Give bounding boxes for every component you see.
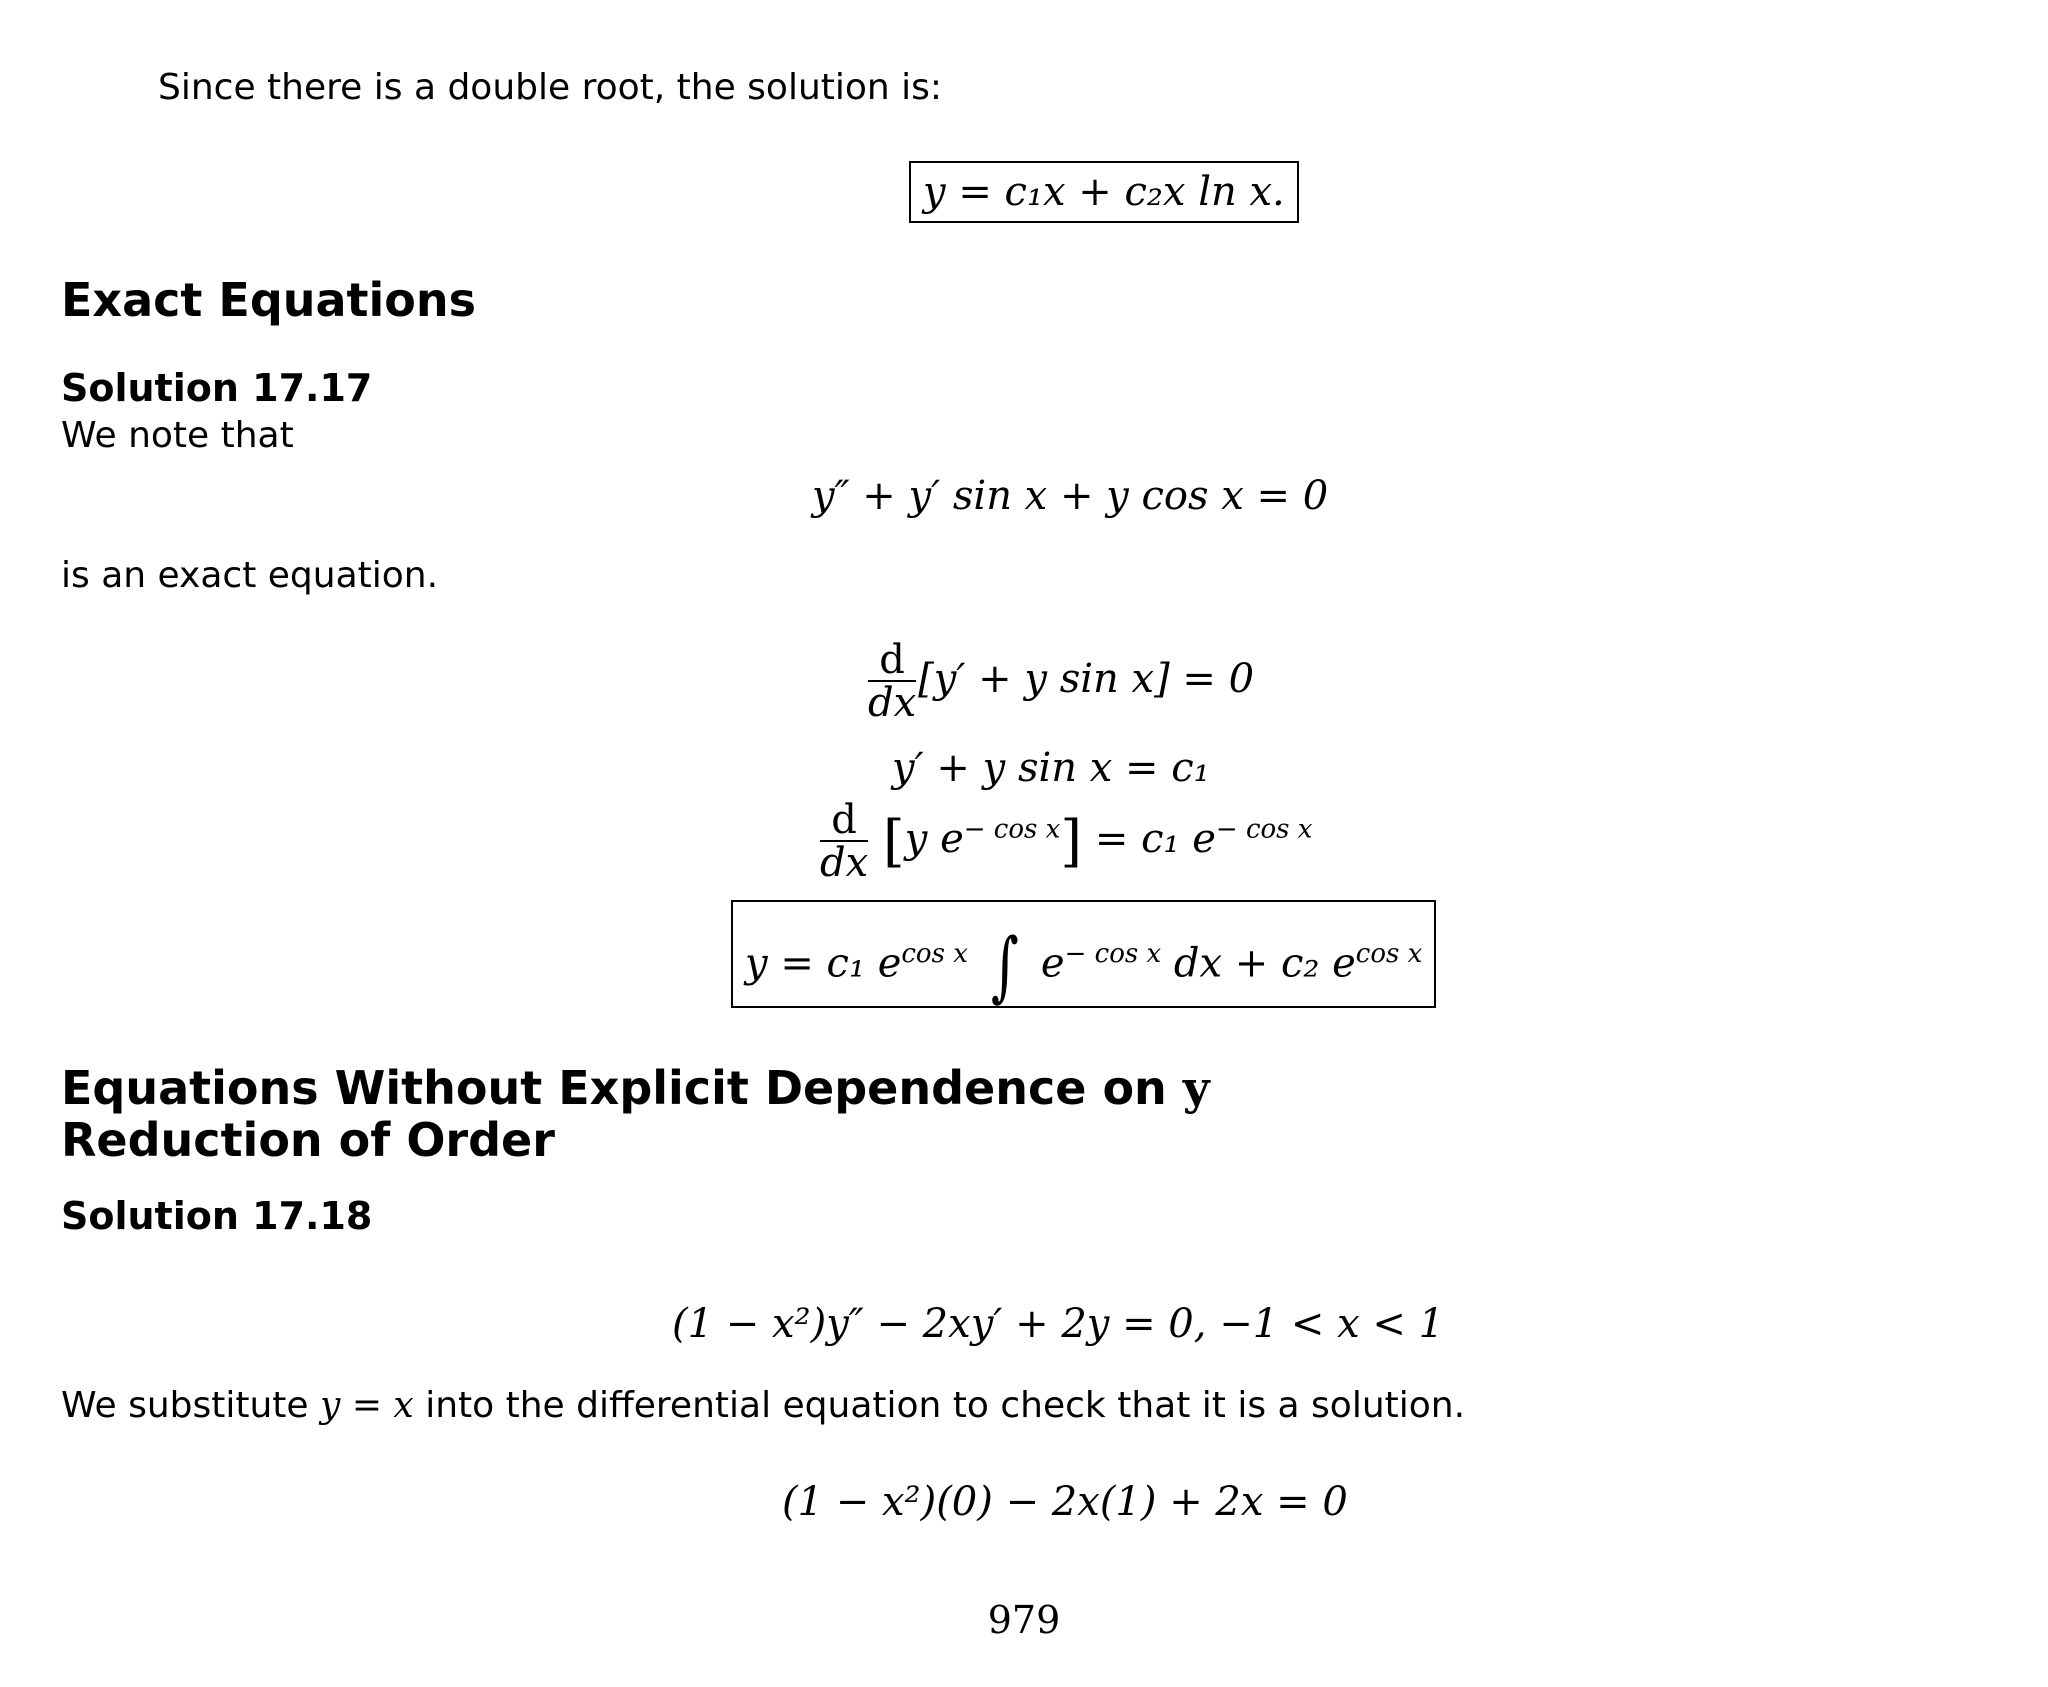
- section-heading-reduction-of-order: Reduction of Order: [61, 1113, 555, 1167]
- derivative-denominator-2: dx: [820, 840, 869, 886]
- derivative-numerator: d: [868, 640, 916, 682]
- final-exponent-1: cos x: [901, 939, 968, 969]
- step-3-inner-exponent: − cos x: [963, 814, 1061, 845]
- step-3-rhs: = c₁ e: [1094, 816, 1216, 862]
- integral-sign: ∫: [990, 921, 1019, 1011]
- step-1-body: [y′ + y sin x] = 0: [918, 656, 1255, 702]
- derivative-denominator: dx: [868, 680, 917, 726]
- final-lhs: y = c₁ e: [745, 940, 902, 987]
- substitution-prefix: We substitute: [61, 1385, 309, 1426]
- derivative-operator-2: [820, 797, 869, 886]
- exact-step-1: [866, 637, 1255, 726]
- exact-step-2: y′ + y sin x = c₁: [892, 745, 1210, 791]
- exact-step-3: [818, 797, 1313, 886]
- section-heading-y-variable: y: [1182, 1061, 1210, 1115]
- section-heading-without-y: [61, 1062, 1210, 1114]
- check-equation: (1 − x²)(0) − 2x(1) + 2x = 0: [782, 1479, 1348, 1525]
- step-3-inner: y e: [904, 816, 964, 862]
- exact-final-solution-box: [731, 900, 1436, 1011]
- derivative-operator: [868, 637, 917, 726]
- exact-equation-main: y″ + y′ sin x + y cos x = 0: [812, 473, 1329, 519]
- final-exponent-3: cos x: [1355, 939, 1423, 969]
- step-3-rhs-exponent: − cos x: [1215, 814, 1313, 845]
- section-heading-exact-equations: Exact Equations: [61, 273, 477, 327]
- substitution-sentence: [61, 1384, 1465, 1428]
- substitution-math: y = x: [320, 1385, 414, 1426]
- exact-equation-remark: is an exact equation.: [61, 555, 439, 596]
- note-text: We note that: [61, 415, 294, 456]
- solution-17-17-title: Solution 17.17: [61, 366, 373, 410]
- double-root-solution-equation: [909, 168, 1299, 216]
- solution-17-18-title: Solution 17.18: [61, 1194, 373, 1238]
- right-bracket: ]: [1060, 809, 1083, 874]
- reduction-equation-main: (1 − x²)y″ − 2xy′ + 2y = 0, −1 < x < 1: [672, 1301, 1445, 1347]
- exact-final-solution: [731, 900, 1436, 1011]
- section-heading-without-y-text: Equations Without Explicit Dependence on: [61, 1061, 1167, 1115]
- intro-text: Since there is a double root, the solution is:: [158, 67, 943, 108]
- final-tail: dx + c₂ e: [1173, 940, 1356, 987]
- final-exponent-2: − cos x: [1064, 939, 1162, 969]
- page-number: 979: [987, 1598, 1061, 1642]
- final-integrand: e: [1040, 940, 1065, 987]
- derivative-numerator-2: d: [820, 800, 868, 842]
- substitution-suffix: into the differential equation to check that it is a solution.: [425, 1385, 1466, 1426]
- double-root-solution-box: y = c₁x + c₂x ln x.: [909, 161, 1299, 223]
- left-bracket: [: [882, 809, 905, 874]
